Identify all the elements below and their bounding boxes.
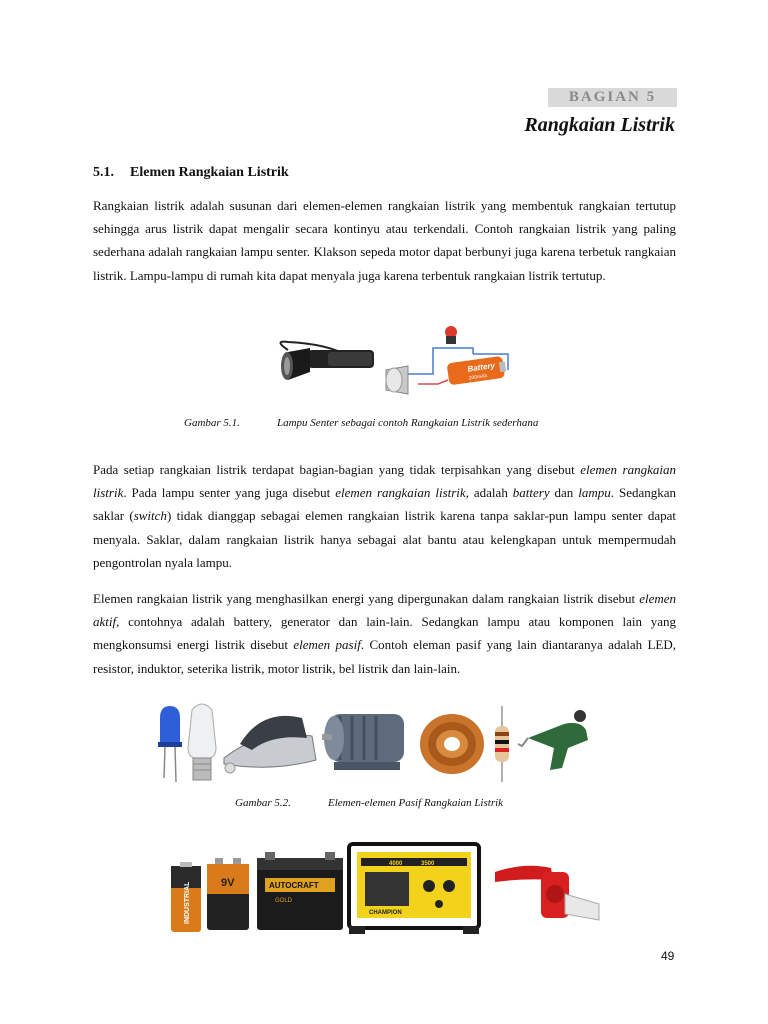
section-title: Elemen Rangkaian Listrik bbox=[130, 165, 289, 180]
section-heading bbox=[93, 165, 289, 181]
paragraph2-emphasis-4: lampu bbox=[578, 485, 611, 501]
paragraph3-emphasis-2: elemen pasif bbox=[293, 637, 361, 653]
paragraph-active-passive bbox=[93, 587, 676, 680]
generator-rating-2: 3500 bbox=[421, 861, 435, 867]
generator-image bbox=[349, 844, 479, 934]
aa-battery-image bbox=[171, 862, 201, 932]
flashlight-image bbox=[281, 342, 375, 380]
figure-passive-elements bbox=[152, 698, 602, 788]
paragraph2-emphasis-5: switch bbox=[133, 508, 167, 524]
figure1-caption-text: Lampu Senter sebagai contoh Rangkaian Listrik sederhana bbox=[277, 417, 539, 429]
paragraph2-text-6: ) tidak dianggap sebagai elemen rangkaian listrik karena tanpa saklar-pun lampu senter dapat menyala. Saklar, dalam rangkaian listrik hanya sebagai alat bantu atau kelengkapan untuk mempermudah pengontrolan nyala lampu. bbox=[93, 508, 676, 570]
circuit-diagram bbox=[386, 326, 508, 394]
generator-brand-label: CHAMPION bbox=[369, 910, 402, 916]
paragraph3-text-1: Elemen rangkaian listrik yang menghasilkan energi yang dipergunakan dalam rangkaian listrik disebut bbox=[93, 591, 640, 606]
paragraph2-text-1: Pada setiap rangkaian listrik terdapat bagian-bagian yang tidak terpisahkan yang disebut bbox=[93, 462, 581, 477]
paragraph-elements bbox=[93, 458, 676, 574]
figure-flashlight-circuit bbox=[268, 322, 518, 404]
led-image bbox=[158, 706, 182, 782]
9v-battery-image bbox=[207, 858, 249, 930]
power-socket-image bbox=[495, 866, 599, 920]
paragraph2-text-4: dan bbox=[549, 485, 579, 501]
paragraph2-emphasis-2: elemen rangkaian listrik bbox=[335, 485, 466, 501]
paragraph-intro: Rangkaian listrik adalah susunan dari elemen-elemen rangkaian listrik yang membentuk rangkaian tertutup sehingga arus listrik dapat mengalir secara kontinyu atau terkendali. Contoh rangkaian listrik yang paling sederhana adalah rangkaian lampu senter. Klakson sepeda motor dapat berbunyi juga karena terbetuk rangkaian listrik. Lampu-lampu di rumah kita dapat menyala juga karena terbentuk rangkaian listrik tertutup. bbox=[93, 198, 676, 283]
paragraph3-text-3: . Contoh eleman pasif yang lain diantaranya adalah LED, resistor, induktor, seterika listrik, motor listrik, bel listrik dan lain-lain. bbox=[93, 637, 676, 676]
resistor-image bbox=[495, 706, 509, 782]
battery-label: Battery bbox=[466, 360, 496, 374]
chapter-tag: BAGIAN 5 bbox=[548, 88, 677, 107]
chapter-title: Rangkaian Listrik bbox=[524, 114, 675, 136]
figure2-caption-number: Gambar 5.2. bbox=[235, 797, 291, 809]
car-battery-image bbox=[257, 852, 343, 930]
figure2-caption-text: Elemen-elemen Pasif Rangkaian Listrik bbox=[328, 797, 504, 809]
iron-image bbox=[224, 716, 316, 773]
section-number: 5.1. bbox=[93, 165, 114, 180]
battery-sub-label: 200mAh bbox=[468, 373, 488, 382]
soldering-gun-image bbox=[518, 710, 588, 770]
paragraph2-text-3: , adalah bbox=[465, 485, 513, 501]
figure2-caption bbox=[235, 797, 503, 809]
paragraph3-text-2: contohnya adalah battery, generator dan lain-lain. Sedangkan lampu atau komponen lain yang mengkonsumsi energi listrik disebut bbox=[93, 614, 676, 653]
aa-battery-label: INDUSTRIAL bbox=[184, 881, 191, 924]
paragraph2-text-2: . Pada lampu senter yang juga disebut bbox=[123, 485, 336, 501]
page-number: 49 bbox=[661, 949, 675, 963]
electric-motor-image bbox=[322, 714, 404, 770]
figure1-caption-number: Gambar 5.1. bbox=[184, 417, 240, 429]
generator-rating-1: 4000 bbox=[389, 861, 403, 867]
inductor-coil-image bbox=[420, 714, 484, 774]
figure1-caption bbox=[184, 417, 538, 429]
figure-active-elements bbox=[165, 838, 605, 936]
paragraph3-emphasis-1: elemen aktif, bbox=[93, 591, 676, 630]
paragraph2-text-5: . Sedangkan saklar ( bbox=[93, 485, 677, 524]
paragraph2-emphasis-1: elemen rangkaian listrik bbox=[93, 462, 676, 501]
light-bulb-image bbox=[188, 704, 216, 780]
paragraph2-emphasis-3: battery bbox=[512, 485, 550, 501]
car-battery-label: AUTOCRAFT bbox=[269, 881, 319, 890]
car-battery-sub-label: GOLD bbox=[275, 898, 293, 904]
9v-battery-label: 9V bbox=[221, 877, 235, 889]
